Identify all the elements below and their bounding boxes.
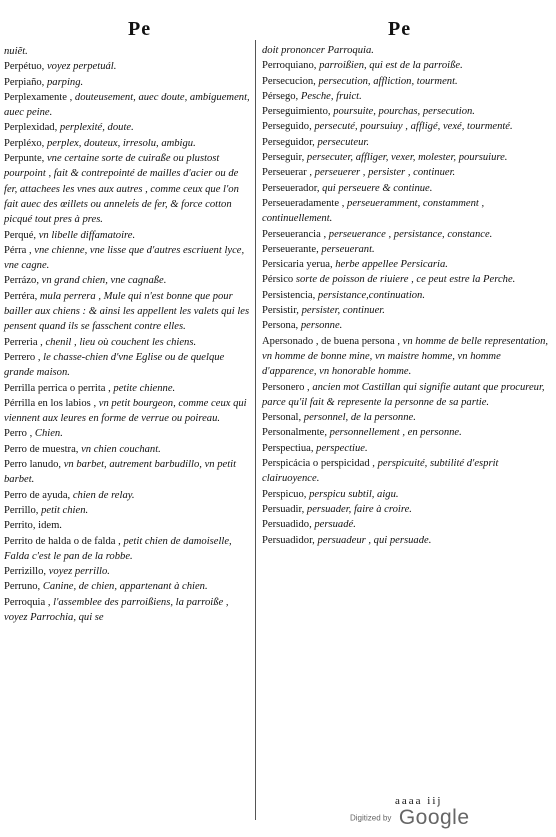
entry-headword: Perplexidad,: [4, 122, 60, 134]
entry-headword: Perro de muestra,: [4, 443, 82, 455]
entry-headword: Perplexamente ,: [4, 91, 75, 103]
dictionary-entry: [262, 502, 552, 517]
dictionary-entry: [4, 534, 250, 565]
column-divider: [255, 40, 256, 820]
entry-headword: Pérsego,: [262, 90, 301, 102]
entry-translation: vn homme de belle representation, vn homme de bonne mine, vn maistre homme, vn homme d'apparence, vn honorable homme.: [262, 335, 549, 378]
entry-headword: Perspicuo,: [262, 488, 310, 500]
entry-translation: voyez perpetuál.: [46, 61, 117, 73]
entry-headword: Perruno,: [4, 581, 43, 593]
entry-headword: Perpléxo,: [4, 137, 47, 149]
entry-translation: vn grand chien, vne cagnaße.: [41, 275, 167, 287]
dictionary-entry: [4, 564, 250, 579]
entry-headword: Pérsico: [262, 274, 296, 286]
entry-headword: Apersonado , de buena persona ,: [262, 335, 403, 347]
entry-headword: Persuadidor,: [262, 534, 318, 546]
entry-headword: Persecucion,: [262, 75, 319, 87]
entry-translation: petit chien de damoiselle, Falda c'est le pan de la robbe.: [4, 535, 232, 562]
entry-headword: Perréra,: [4, 290, 40, 302]
entry-headword: Perseuerancia ,: [262, 228, 329, 240]
entry-headword: Perro ,: [4, 428, 35, 440]
entry-translation: personne.: [300, 320, 343, 332]
entry-translation: mula perrera , Mule qui n'est bonne que pour bailler aux chiens : & ainsi les appellent les valets qui les pensent quand ils se fasschent contre elles.: [4, 290, 250, 333]
entry-translation: le chasse-chien d'vne Eglise ou de quelque grande maison.: [4, 351, 225, 379]
dictionary-entry: [262, 150, 552, 165]
entry-headword: Perseuerante,: [262, 243, 322, 255]
entry-translation: persuader, faire à croire.: [306, 503, 412, 515]
entry-translation: vn chien couchant.: [81, 443, 161, 455]
dictionary-entry: [262, 410, 552, 425]
dictionary-entry: [262, 272, 552, 287]
dictionary-entry: [262, 288, 552, 303]
dictionary-entry: [4, 426, 250, 441]
entry-translation: Chien.: [34, 428, 63, 440]
entry-headword: Perrito de halda o de falda ,: [4, 535, 124, 547]
entry-translation: Canine, de chien, appartenant à chien.: [42, 581, 208, 593]
entry-headword: Persistir,: [262, 305, 302, 317]
entry-translation: qui perseuere & continue.: [322, 182, 433, 194]
dictionary-entry: [4, 120, 250, 135]
dictionary-entry: [4, 457, 250, 488]
entry-translation: personnel, de la personne.: [303, 412, 416, 424]
entry-headword: Perspicácia o perspicidad ,: [262, 458, 378, 470]
google-watermark: [350, 806, 470, 830]
dictionary-entry: [262, 425, 552, 440]
entry-headword: Perro de ayuda,: [4, 489, 73, 501]
dictionary-entry: [4, 396, 250, 427]
dictionary-entry: [4, 518, 250, 533]
dictionary-entry: [4, 335, 250, 350]
dictionary-entry: [262, 334, 552, 380]
dictionary-entry: [4, 59, 250, 74]
entry-translation: persecuteur.: [317, 136, 369, 148]
dictionary-entry: [4, 44, 250, 59]
entry-translation: herbe appellee Persicaria.: [335, 259, 448, 271]
entry-translation: ancien mot Castillan qui signifie autant que procureur, parce qu'il fait & represente la personne de sa partie.: [262, 381, 545, 408]
entry-headword: Personalmente,: [262, 427, 330, 439]
entry-headword: Perrizillo,: [4, 566, 49, 578]
dictionary-entry: [4, 75, 250, 90]
dictionary-entry: [4, 350, 250, 381]
entry-translation: persistance,continuation.: [317, 289, 426, 301]
dictionary-entry: [4, 243, 250, 274]
dictionary-entry: [262, 74, 552, 89]
entry-headword: Perpétuo,: [4, 61, 47, 73]
entry-headword: Perro lanudo,: [4, 459, 64, 471]
entry-translation: vn libelle diffamatoire.: [38, 229, 136, 241]
entry-translation: parroißien, qui est de la parroiße.: [319, 60, 463, 72]
dictionary-entry: [262, 58, 552, 73]
dictionary-entry: [262, 196, 552, 227]
entry-headword: Perseguimiento,: [262, 106, 334, 118]
dictionary-entry: [4, 273, 250, 288]
entry-translation: persecuter, affliger, vexer, molester, poursuiure.: [306, 152, 508, 164]
entry-headword: Pérrilla en los labios ,: [4, 397, 99, 409]
dictionary-entry: [4, 503, 250, 518]
dictionary-entry: [4, 289, 250, 335]
dictionary-entry: [4, 381, 250, 396]
dictionary-entry: [262, 119, 552, 134]
entry-headword: Perseguido,: [262, 121, 315, 133]
dictionary-entry: [262, 104, 552, 119]
entry-headword: Perreria ,: [4, 336, 46, 348]
entry-headword: Perrero ,: [4, 351, 44, 363]
watermark-brand: Google: [398, 806, 470, 829]
dictionary-entry: [262, 487, 552, 502]
dictionary-entry: [262, 181, 552, 196]
entry-headword: Persistencia,: [262, 289, 318, 301]
entry-translation: perspicu subtil, aigu.: [309, 488, 399, 500]
entry-translation: sorte de poisson de riuiere , ce peut estre la Perche.: [295, 274, 516, 286]
entry-translation: persuadeur , qui persuade.: [317, 534, 432, 546]
entry-headword: Perroquiano,: [262, 60, 320, 72]
right-column: [262, 43, 552, 548]
dictionary-entry: [262, 303, 552, 318]
dictionary-entry: [4, 488, 250, 503]
dictionary-entry: [4, 579, 250, 594]
entry-translation: perspectiue.: [316, 442, 368, 454]
entry-translation: parping.: [46, 76, 84, 88]
entry-headword: Persona,: [262, 320, 301, 332]
signature-mark: aaaa iij: [395, 795, 443, 807]
dictionary-entry: [4, 151, 250, 227]
dictionary-entry: [262, 43, 552, 58]
entry-translation: l'assemblee des parroißiens, la parroiße , voyez Parrochia, qui se: [4, 596, 229, 623]
entry-translation: perseuerant.: [321, 243, 375, 255]
running-head-left: Pe: [128, 18, 152, 40]
entry-headword: Perpiaño,: [4, 76, 47, 88]
dictionary-entry: [4, 595, 250, 626]
entry-translation: personnellement , en personne.: [329, 427, 462, 439]
entry-translation: nuiẽt.: [4, 46, 28, 57]
entry-headword: Personal,: [262, 412, 304, 424]
entry-translation: doit prononcer Parroquia.: [262, 45, 374, 56]
entry-translation: perseuerance , persistance, constance.: [328, 228, 493, 240]
entry-translation: perplexité, doute.: [59, 122, 134, 134]
entry-headword: Perseuerador,: [262, 182, 323, 194]
entry-headword: Perrilla perrica o perrita ,: [4, 382, 114, 394]
entry-headword: Pérra ,: [4, 244, 35, 256]
entry-headword: Persicaria yerua,: [262, 259, 336, 271]
entry-headword: Perseguir,: [262, 152, 307, 164]
entry-translation: vne certaine sorte de cuiraße ou plustost pourpoint , fait & contrepointé de mailles d'acier ou de fer, attachees les vnes aux autres , comme ceux que l'on fait auec des œillets ou anneleṫs de fer, & force cotton picqué tout pres à pres.: [4, 153, 239, 226]
entry-translation: persister, continuer.: [301, 305, 385, 317]
entry-translation: petite chienne.: [113, 382, 176, 394]
entry-headword: Perrito, idem.: [4, 520, 62, 532]
dictionary-entry: [262, 533, 552, 548]
entry-headword: Perseuerar ,: [262, 167, 315, 179]
dictionary-entry: [262, 456, 552, 487]
dictionary-entry: [4, 442, 250, 457]
left-column: [4, 44, 250, 625]
dictionary-entry: [4, 228, 250, 243]
entry-headword: Perrillo,: [4, 504, 42, 516]
entry-headword: Perseueradamente ,: [262, 197, 348, 209]
entry-headword: Perrázo,: [4, 275, 42, 287]
dictionary-entry: [262, 380, 552, 411]
entry-headword: Perpunte,: [4, 153, 47, 165]
entry-translation: chien de relay.: [72, 489, 135, 501]
dictionary-entry: [262, 89, 552, 104]
entry-translation: voyez perrillo.: [48, 566, 110, 578]
entry-translation: poursuite, pourchas, persecution.: [333, 106, 475, 118]
entry-translation: persecuté, poursuiuy , affligé, vexé, tourmenté.: [314, 121, 513, 133]
entry-translation: vn barbet, autrement barbudillo, vn petit barbet.: [4, 459, 237, 486]
entry-translation: Pesche, fruict.: [300, 90, 362, 102]
running-head-right: Pe: [388, 18, 412, 40]
entry-headword: Perroquia ,: [4, 596, 54, 608]
dictionary-entry: [4, 136, 250, 151]
entry-translation: chenil , lieu où couchent les chiens.: [45, 336, 197, 348]
entry-headword: Personero ,: [262, 381, 313, 393]
entry-headword: Perseguidor,: [262, 136, 318, 148]
dictionary-entry: [262, 318, 552, 333]
dictionary-entry: [262, 517, 552, 532]
entry-headword: Persuadir,: [262, 503, 307, 515]
dictionary-entry: [262, 135, 552, 150]
entry-translation: perplex, douteux, irresolu, ambigu.: [46, 137, 196, 149]
entry-translation: persecution, affliction, tourment.: [318, 75, 458, 87]
entry-translation: perseueramment, constamment , continuellement.: [262, 197, 485, 225]
dictionary-entry: [262, 257, 552, 272]
dictionary-entry: [262, 242, 552, 257]
entry-translation: vn petit bourgeon, comme ceux qui viennent aux leures en forme de verrue ou poireau.: [4, 397, 247, 425]
entry-translation: douteusement, auec doute, ambiguement, auec peine.: [4, 91, 250, 119]
entry-translation: perspicuité, subtilité d'esprit clairuoyence.: [262, 458, 499, 485]
entry-translation: perseuerer , persister , continuer.: [314, 167, 456, 179]
dictionary-entry: [4, 90, 250, 121]
watermark-prefix: Digitized by: [350, 813, 392, 823]
entry-headword: Perqué,: [4, 229, 39, 241]
dictionary-entry: [262, 165, 552, 180]
entry-headword: Perspectiua,: [262, 442, 317, 454]
entry-translation: persuadé.: [314, 519, 356, 531]
entry-translation: petit chien.: [41, 504, 89, 516]
dictionary-entry: [262, 227, 552, 242]
entry-translation: vne chienne, vne lisse que d'autres escriuent lyce, vne cagne.: [4, 244, 245, 272]
entry-headword: Persuadido,: [262, 519, 315, 531]
dictionary-entry: [262, 441, 552, 456]
